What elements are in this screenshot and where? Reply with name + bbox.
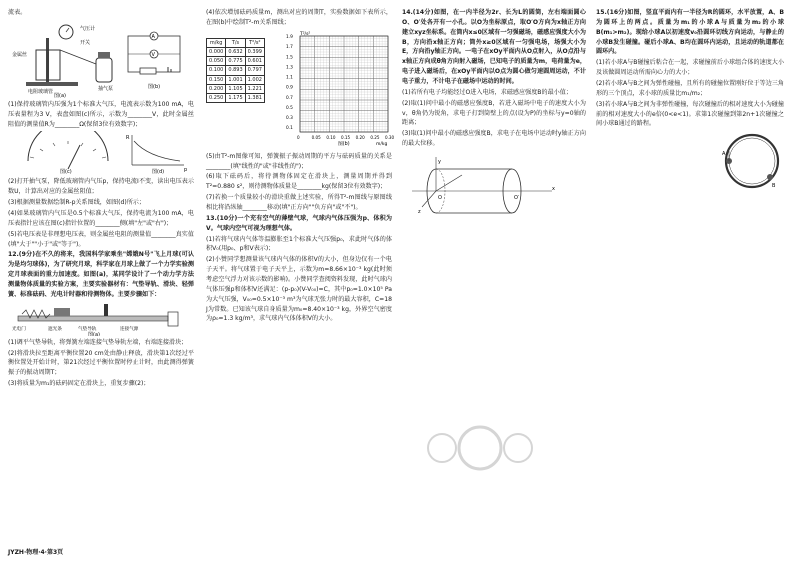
svg-text:V: V [151, 51, 155, 58]
watermark-stamp [420, 425, 540, 471]
table-cell: 0.632 [226, 47, 245, 56]
y-axis-label: T²/s² [300, 31, 311, 37]
paragraph: (4)依次增加砝码质量m，测出对应的周期T，实验数据如下表所示，在图(b)中绘制T²-m关系图线； [206, 9, 392, 26]
axis-z-label: z [418, 209, 421, 216]
figure-spring [8, 302, 194, 336]
paragraph: (4)如果玻璃管内气压是0.5个标准大气压，保持电流为100 mA，电压表指针应该在图(c)指针位置的________侧(填"左"或"右")； [8, 210, 194, 227]
svg-text:电阻玻璃管: 电阻玻璃管 [28, 88, 54, 95]
table-cell: 1.221 [245, 84, 264, 93]
x-tick-label: 0.10 [326, 134, 336, 140]
t2-m-graph [284, 30, 394, 150]
cylinder-diagram [402, 157, 586, 229]
x-axis-label: m/kg [376, 141, 388, 147]
axis-y-label: y [438, 159, 441, 166]
y-tick-label: 1.5 [286, 54, 293, 60]
y-tick-label: 1.3 [286, 65, 293, 71]
table-row [207, 66, 265, 75]
column-4 [596, 8, 784, 193]
y-tick-label: 0.9 [286, 85, 293, 91]
paragraph: (3)取(1)问中最小的磁感应强度B，求电子在电场中运动时y轴正方向的最大位移。 [402, 130, 586, 148]
data-table [206, 38, 265, 104]
paragraph: 流表。 [8, 9, 27, 16]
ring-diagram [596, 131, 784, 191]
table-cell: 0.775 [226, 57, 245, 66]
paragraph: (2)打开抽气泵，降低玻璃管内气压p，保持电流I不变，读出电压表示数U，计算出对应的金属丝阻值； [8, 178, 194, 196]
svg-text:R: R [126, 135, 130, 142]
paragraph: (1)保持玻璃管内压强为1个标准大气压，电流表示数为100 mA，电压表量程为3 V，表盘如图(c)所示，示数为________V，此时金属丝阻值的测量值R为________Ω(保留3位有效数字)； [8, 100, 194, 128]
table-header: m/kg [207, 38, 226, 47]
table-cell: 1.001 [226, 75, 245, 84]
table-cell: 0.893 [226, 66, 245, 75]
page-footer: JYZH·物理·4·第3页 [8, 549, 64, 557]
origin2-label: O′ [514, 195, 520, 202]
paragraph: (2)小赞同学想测量该气球内气体的体积V的大小，但身边仅有一个电子天平。将气球置于电子天平上，示数为m=8.66×10⁻³ kg(此时须考虑空气浮力对该示数的影响)。小赞同学查阅资料发现，此时气球内气体压强p和体积V还满足：(p-p₀)(V-V₀₀)=C，其中p₀=1.0×10⁵ Pa为大气压强，V₀₀=0.5×10⁻³ m³为气球无张力时的最大容积，C=18 J为常数。已知该气球自身质量为m₀=8.40×10⁻³ kg，外界空气密度为ρ₀=1.3 kg/m³，求气球内气体体积V的大小。 [206, 256, 392, 323]
question-14: 14.(14分)如图，在一内半径为2r、长为L的圆筒，左右端面圆心O、O′处各开有一小孔。以O为坐标原点，取O′O方向为x轴正方向建立xyz坐标系。在筒内x≤0区域有一匀强磁场，磁感应强度大小为B，方向沿x轴正方向；筒外x≥0区域有一匀强电场，场强大小为E，方向沿y轴正方向。一电子在xOy平面内从O点射入，从O点沿与x轴正方向成θ角方向射入磁场，已知电子的质量为m，电荷量为e，电子进入磁场后，在xOy平面内以O点为圆心做匀速圆周运动，不计电子重力，不计电子在磁场中运动的时间。 [402, 9, 586, 86]
paragraph: (1)若小球A与B碰撞后粘合在一起，求碰撞前后小球组合体的速度大小及该做圆周运动所需向心力的大小； [596, 59, 784, 77]
x-tick-label: 0.05 [311, 134, 321, 140]
svg-text:连接气源: 连接气源 [120, 326, 139, 332]
table-cell: 0.100 [207, 66, 226, 75]
fig-b-caption: 图(b) [148, 83, 161, 90]
figure-meter [8, 131, 194, 175]
y-tick-label: 1.7 [286, 44, 293, 50]
apparatus-diagram [8, 20, 194, 98]
table-cell: 1.381 [245, 94, 264, 103]
table-cell: 0.000 [207, 47, 226, 56]
y-tick-label: 0.7 [286, 95, 293, 101]
air-track-diagram [8, 302, 194, 336]
paragraph: (2)将滑块拉至距离平衡位置20 cm处由静止释放，滑块第1次经过平衡位置处开始计时，第21次经过平衡位置时停止计时，由此测得弹簧振子的振动周期T； [8, 349, 194, 377]
table-cell: 1.002 [245, 75, 264, 84]
y-tick-label: 0.1 [286, 125, 293, 131]
fig-a-caption: 图(a) [54, 92, 66, 98]
svg-text:金属丝: 金属丝 [12, 51, 28, 58]
axis-x-label: x [552, 186, 555, 193]
figure-apparatus [8, 20, 194, 98]
fig-d-caption: 图(d) [152, 169, 165, 176]
svg-text:抽气泵: 抽气泵 [98, 85, 114, 92]
x-tick-label: 0 [297, 134, 300, 140]
figure-ring [596, 131, 784, 191]
table-row [207, 75, 265, 84]
svg-text:A: A [722, 151, 726, 158]
x-tick-label: 0.15 [341, 134, 351, 140]
table-row [207, 47, 265, 56]
paragraph: (2)若小球A与B之间为弹性碰撞，且所有的碰撞位置刚好位于等边三角形的三个顶点，求小球的质量比m₁/m₂； [596, 80, 784, 97]
x-tick-label: 0.20 [355, 134, 365, 140]
origin-label: O [438, 195, 442, 202]
table-cell: 0.250 [207, 94, 226, 103]
table-cell: 0.399 [245, 47, 264, 56]
svg-text:B: B [772, 183, 776, 190]
table-header: T²/s² [245, 38, 264, 47]
table-cell: 1.105 [226, 84, 245, 93]
column-2 [206, 8, 392, 325]
table-row [207, 84, 265, 93]
table-header: T/s [226, 38, 245, 47]
table-cell: 1.175 [226, 94, 245, 103]
svg-text:遮光条: 遮光条 [48, 326, 62, 332]
question-13: 13.(10分)一个充有空气的薄壁气球，气球内气体压强为p、体积为V。气球内空气可视为理想气体。 [206, 214, 392, 232]
paragraph: (6)取下砝码后，将待测物体固定在滑块上，测量周期并得到T²=0.880 s²，则待测物体质量是________kg(保留3位有效数字)； [206, 173, 392, 191]
paragraph: (5)由T²-m图像可知，弹簧振子振动周期的平方与砝码质量的关系是________(填"线性的"或"非线性的")； [206, 152, 392, 170]
table-row [207, 57, 265, 66]
question-12: 12.(9分)在不久的将来，我国科学家乘坐"嫦娥N号"飞上月球(可认为是均匀球体)，为了研究月球，科学家在月球上做了一个力学实验测定月球表面的重力加速度。如图(a)，某同学设计了一个动力学方法测量物体质量的实验方案，主要实验器材有：气垫导轨、滑块、轻弹簧、标准砝码、光电计时器和待测物体。主要步骤如下： [8, 251, 194, 298]
paragraph: (1)调平气垫导轨，将弹簧左端连接气垫导轨左端，右端连接滑块； [8, 338, 188, 346]
column-3 [402, 8, 586, 231]
voltmeter-and-graph [8, 131, 194, 175]
paragraph: (5)若电压表是非理想电压表，则金属丝电阻的测量值________真实值(填"大于""小于"或"等于")。 [8, 230, 194, 248]
y-tick-label: 1.9 [286, 34, 293, 40]
figure-table-graph [206, 30, 392, 150]
column-1 [8, 8, 194, 390]
paragraph: (3)根据测量数据绘制R-p关系图线，如图(d)所示； [8, 199, 145, 207]
paragraph: (1)若所有电子均能经过O进入电场，求磁感应强度B的最小值； [402, 88, 572, 96]
table-cell: 0.797 [245, 66, 264, 75]
y-tick-label: 0.3 [286, 115, 293, 121]
svg-text:A: A [151, 33, 155, 40]
fig-spring-caption: 图(a) [88, 331, 100, 336]
svg-text:气压计: 气压计 [80, 25, 96, 32]
fig-c-caption: 图(c) [60, 169, 72, 176]
svg-text:光电门: 光电门 [12, 326, 26, 332]
y-tick-label: 1.1 [286, 75, 293, 81]
y-tick-label: 0.5 [286, 105, 293, 111]
svg-text:p: p [184, 167, 188, 174]
paragraph: (3)若小球A与B之间为非弹性碰撞，每次碰撞后的相对速度大小为碰撞前的相对速度大小的e倍(0<e<1)。求第1次碰撞到第2n+1次碰撞之间小球B通过的路程。 [596, 100, 784, 128]
table-cell: 0.150 [207, 75, 226, 84]
table-cell: 0.050 [207, 57, 226, 66]
graph-caption: 图(b) [338, 141, 350, 147]
table-cell: 0.200 [207, 84, 226, 93]
x-tick-label: 0.25 [370, 134, 380, 140]
x-tick-label: 0.30 [385, 134, 394, 140]
question-15: 15.(16分)如图，竖直平面内有一半径为R的圆环，水平放置，A、B为圆环上的两点。质量为m₁的小球A与质量为m₂的小球B(m₁>m₂)。现给小球A以初速度v₀沿圆环切线方向运动，与静止的小球B发生碰撞。碰后小球A、B均在圆环内运动，且运动的轨道都在圆环内。 [596, 9, 784, 56]
paragraph: (3)将质量为m₁的砝码固定在滑块上，重复步骤(2)； [8, 380, 150, 388]
figure-cylinder [402, 157, 586, 229]
paragraph: (1)若将气球内气体等温膨胀至1个标准大气压强p₀，求此时气体的体积V₀(用p₀、p和V表示)； [206, 235, 392, 253]
paragraph: (7)若换一个质量较小的滑块重做上述实验，所得T²-m图线与原图线相比将沿纵轴________移动(填"正方向""负方向"或"不")。 [206, 194, 392, 212]
paragraph: (2)取(1)问中最小的磁感应强度B，若进入磁场中电子的速度大小为v，θ角仍为锐角，求电子打到筒壁上的点(设为P)的坐标与y=0轴的距离； [402, 99, 586, 127]
svg-text:气垫导轨: 气垫导轨 [78, 326, 97, 332]
table-row [207, 94, 265, 103]
svg-text:开关: 开关 [80, 39, 91, 46]
table-cell: 0.601 [245, 57, 264, 66]
